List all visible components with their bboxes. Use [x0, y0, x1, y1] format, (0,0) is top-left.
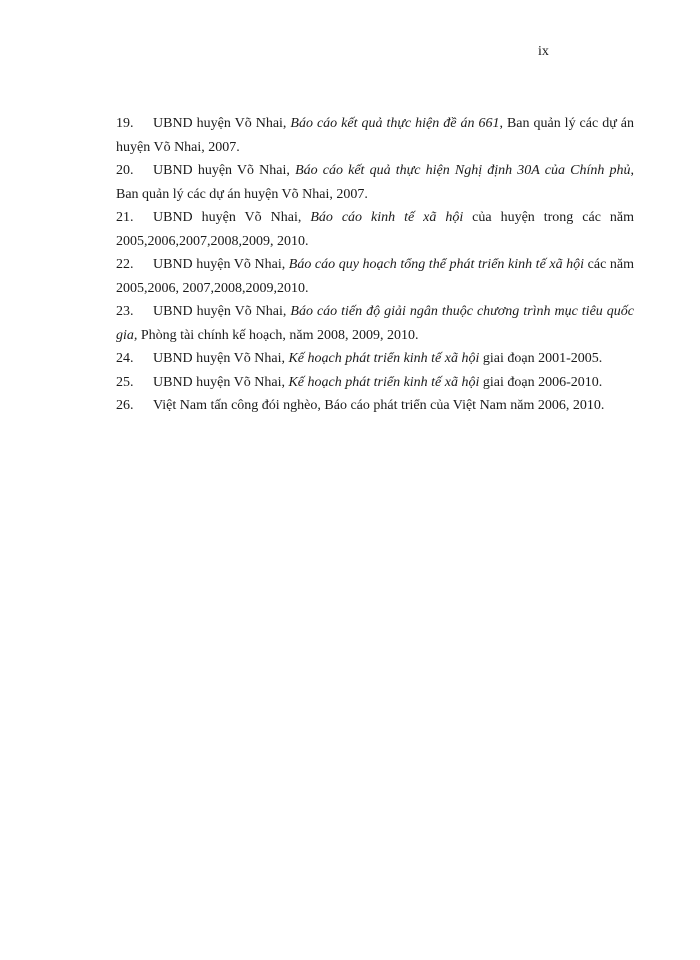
- reference-title: Báo cáo kết quả thực hiện đề án 661: [290, 116, 500, 131]
- reference-details: các năm 2005,2006, 2007,2008,2009,2010.: [116, 257, 634, 296]
- reference-title: Báo cáo kinh tế xã hội: [310, 210, 464, 225]
- reference-item: [116, 394, 634, 418]
- reference-author: Việt Nam tấn công đói nghèo, Báo cáo phát triển của Việt Nam năm 2006, 2010.: [153, 398, 605, 413]
- reference-title: Kế hoạch phát triển kinh tế xã hội: [288, 351, 480, 366]
- reference-title: Kế hoạch phát triển kinh tế xã hội: [288, 374, 480, 390]
- reference-number: 26.: [116, 398, 134, 413]
- reference-item: [116, 371, 634, 395]
- reference-author: UBND huyện Võ Nhai,: [153, 257, 289, 272]
- reference-author: UBND huyện Võ Nhai,: [153, 304, 291, 319]
- reference-item: [116, 206, 634, 253]
- reference-item: [116, 347, 634, 371]
- reference-author: UBND huyện Võ Nhai,: [153, 163, 296, 178]
- reference-details: của huyện trong các năm 2005,2006,2007,2008,2009, 2010.: [116, 210, 634, 249]
- reference-item: [116, 112, 634, 159]
- reference-details: , Ban quản lý các dự án huyện Võ Nhai, 2007.: [116, 163, 634, 202]
- reference-details: Phòng tài chính kế hoạch, năm 2008, 2009, 2010.: [137, 327, 419, 343]
- reference-title: Báo cáo tiến độ giải ngân thuộc chương trình mục tiêu quốc gia,: [116, 304, 634, 343]
- reference-details: giai đoạn 2006-2010.: [479, 374, 603, 390]
- reference-number: 22.: [116, 257, 134, 272]
- reference-author: UBND huyện Võ Nhai,: [153, 374, 289, 390]
- reference-item: [116, 253, 634, 300]
- reference-number: 25.: [116, 374, 134, 390]
- reference-list: [116, 112, 634, 418]
- reference-item: [116, 159, 634, 206]
- reference-author: UBND huyện Võ Nhai,: [153, 116, 291, 131]
- reference-number: 24.: [116, 351, 134, 366]
- page-number: ix: [538, 44, 549, 59]
- reference-item: [116, 300, 634, 347]
- reference-number: 23.: [116, 304, 134, 319]
- reference-author: UBND huyện Võ Nhai,: [153, 210, 311, 225]
- reference-details: giai đoạn 2001-2005.: [479, 351, 603, 366]
- reference-author: UBND huyện Võ Nhai,: [153, 351, 289, 366]
- reference-title: Báo cáo kết quả thực hiện Nghị định 30A của Chính phủ: [295, 163, 631, 178]
- reference-details: , Ban quản lý các dự án huyện Võ Nhai, 2007.: [116, 116, 634, 155]
- reference-number: 19.: [116, 116, 134, 131]
- reference-number: 20.: [116, 163, 134, 178]
- reference-number: 21.: [116, 210, 134, 225]
- reference-title: Báo cáo quy hoạch tổng thể phát triển kinh tế xã hội: [288, 257, 585, 272]
